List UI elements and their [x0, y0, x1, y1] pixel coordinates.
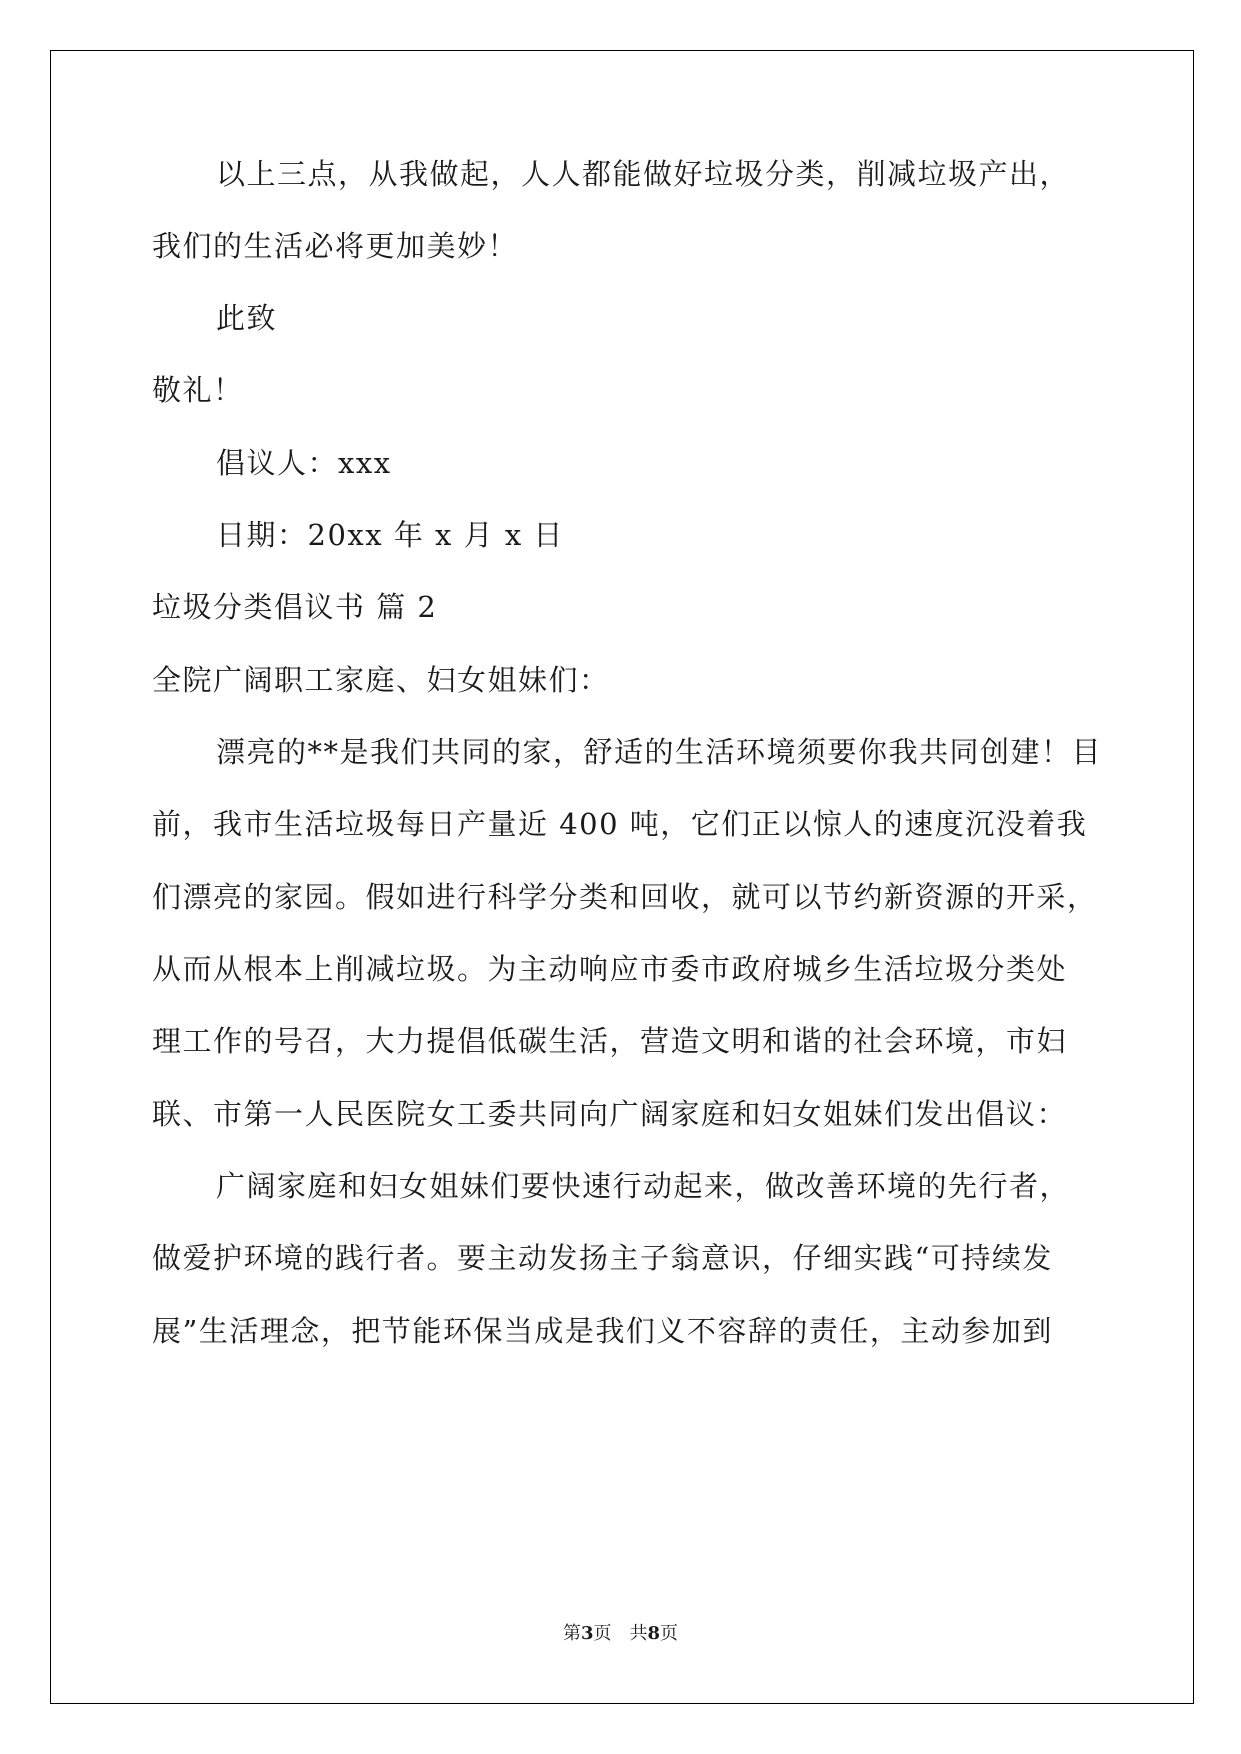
section-heading: 垃圾分类倡议书 篇 2 [152, 590, 438, 624]
paragraph-line: 做爱护环境的践行者。要主动发扬主子翁意识，仔细实践“可持续发 [152, 1241, 1053, 1275]
proposer-line: 倡议人：xxx [216, 446, 392, 480]
page-current: 3 [580, 1623, 594, 1644]
page-suffix: 页 [660, 1623, 679, 1644]
closing-salutation: 此致 [216, 301, 278, 335]
paragraph-line: 漂亮的**是我们共同的家，舒适的生活环境须要你我共同创建！目 [216, 735, 1103, 769]
paragraph-line: 我们的生活必将更加美妙！ [152, 229, 519, 263]
paragraph-line: 理工作的号召，大力提倡低碳生活，营造文明和谐的社会环境，市妇 [152, 1024, 1068, 1058]
paragraph-line: 展”生活理念，把节能环保当成是我们义不容辞的责任，主动参加到 [152, 1314, 1053, 1348]
page-footer [0, 1622, 1241, 1646]
paragraph-line: 以上三点，从我做起，人人都能做好垃圾分类，削减垃圾产出， [216, 157, 1071, 191]
paragraph-line: 联、市第一人民医院女工委共同向广阔家庭和妇女姐妹们发出倡议： [152, 1097, 1068, 1131]
page-total: 8 [647, 1623, 661, 1644]
addressee-line: 全院广阔职工家庭、妇女姐妹们： [152, 663, 610, 697]
closing-regards: 敬礼！ [152, 373, 244, 407]
paragraph-line: 广阔家庭和妇女姐妹们要快速行动起来，做改善环境的先行者， [216, 1169, 1071, 1203]
paragraph-line: 前，我市生活垃圾每日产量近 400 吨，它们正以惊人的速度沉没着我 [152, 807, 1088, 841]
paragraph-line: 从而从根本上削减垃圾。为主动响应市委市政府城乡生活垃圾分类处 [152, 952, 1068, 986]
page-mid: 页 共 [593, 1623, 648, 1644]
paragraph-line: 们漂亮的家园。假如进行科学分类和回收，就可以节约新资源的开采， [152, 880, 1098, 914]
page-prefix: 第 [562, 1623, 581, 1644]
date-line: 日期：20xx 年 x 月 x 日 [216, 518, 564, 552]
